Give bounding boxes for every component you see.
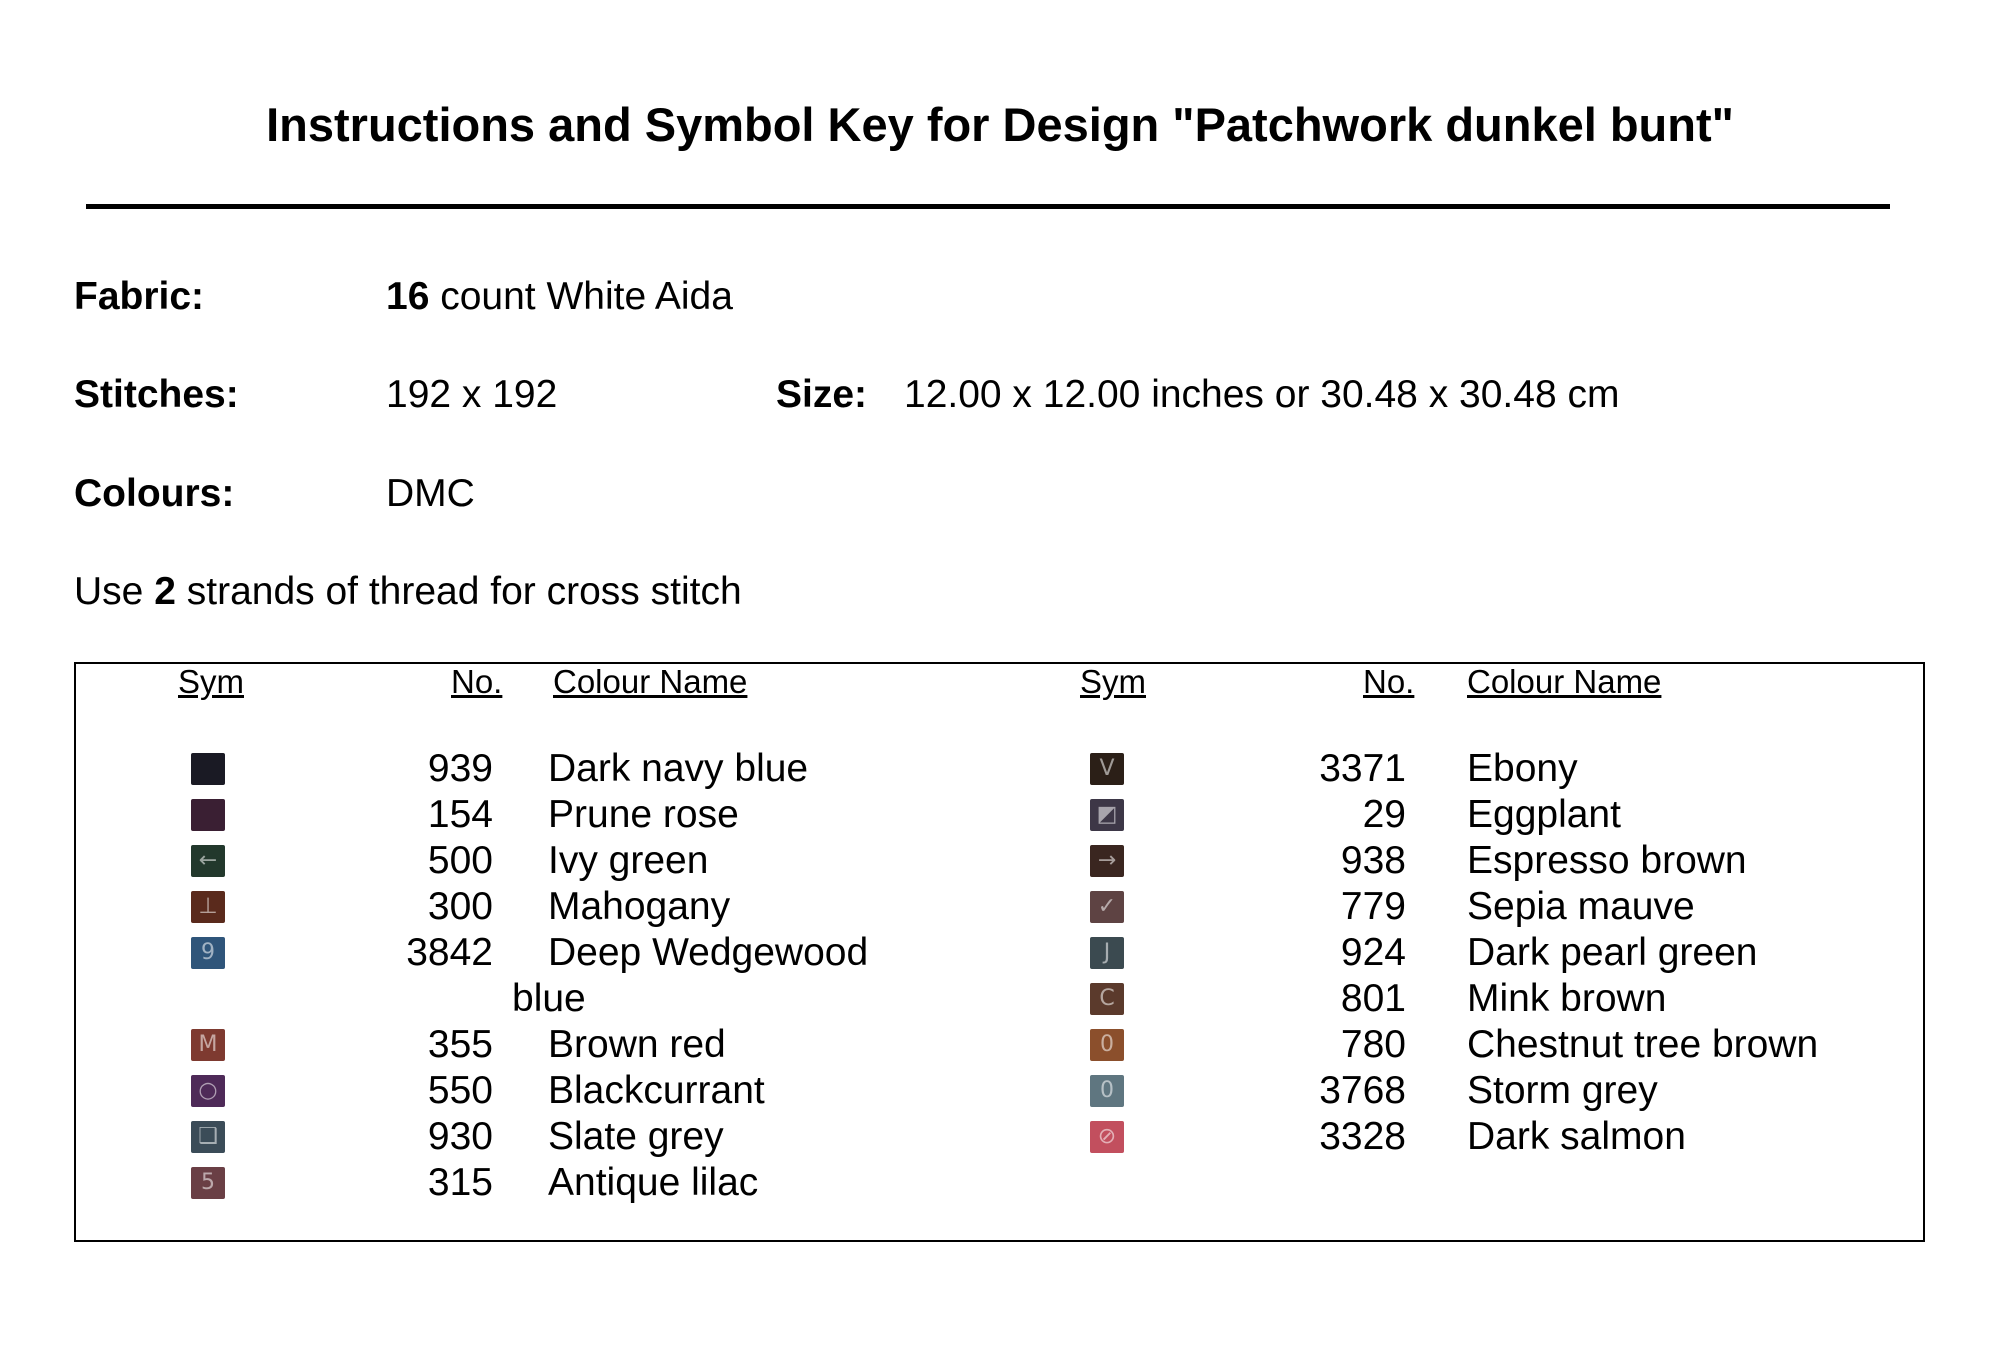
size-value: 12.00 x 12.00 inches or 30.48 x 30.48 cm [904,373,1620,416]
colour-name: Espresso brown [1467,839,1747,882]
colour-name: Mahogany [548,885,731,928]
colour-number: 801 [1340,977,1406,1020]
colour-name: Sepia mauve [1467,885,1695,928]
colour-number: 154 [427,793,493,836]
right-header-sym: Sym [1080,663,1146,700]
colour-swatch-icon: ⊘ [1090,1121,1124,1153]
colour-number: 779 [1340,885,1406,928]
right-header-no: No. [1363,663,1415,700]
colour-swatch-icon: ❑ [191,1121,225,1153]
colour-number: 924 [1340,931,1406,974]
page-title: Instructions and Symbol Key for Design "Patchwork dunkel bunt" [266,98,1734,151]
fabric-count: 16 [386,275,430,318]
left-header-colour-name: Colour Name [553,663,748,700]
strands-prefix: Use [74,570,155,613]
colour-swatch-icon: 5 [191,1167,225,1199]
colour-swatch-icon: C [1090,983,1124,1015]
colour-name: Ivy green [548,839,709,882]
strands-instruction [74,568,742,616]
colour-number: 500 [427,839,493,882]
colour-number: 300 [427,885,493,928]
colour-swatch-icon: M [191,1029,225,1061]
colour-name: Chestnut tree brown [1467,1023,1819,1066]
colour-number: 355 [427,1023,493,1066]
fabric-value [386,273,733,321]
colour-swatch-icon: 0 [1090,1075,1124,1107]
colour-swatch-icon: ◩ [1090,799,1124,831]
strands-suffix: strands of thread for cross stitch [175,570,742,613]
colours-label: Colours: [74,472,235,515]
colour-name: Storm grey [1467,1069,1658,1112]
colour-name: Antique lilac [548,1161,759,1204]
stitches-label: Stitches: [74,373,239,416]
colour-number: 780 [1340,1023,1406,1066]
colour-number: 939 [427,747,493,790]
colour-number: 3371 [1319,747,1406,790]
colours-value: DMC [386,472,475,515]
colour-name: Dark salmon [1467,1115,1686,1158]
colour-swatch-icon: 0 [1090,1029,1124,1061]
colour-name: Dark navy blue [548,747,809,790]
right-header-colour-name: Colour Name [1467,663,1662,700]
colour-name: Prune rose [548,793,739,836]
colour-swatch-icon [191,753,225,785]
colour-name: Brown red [548,1023,726,1066]
colour-swatch-icon: ○ [191,1075,225,1107]
colour-name: Deep Wedgewood [548,931,869,974]
colour-swatch-icon: ⊥ [191,891,225,923]
colour-number: 315 [427,1161,493,1204]
colour-name: Eggplant [1467,793,1621,836]
left-header-no: No. [451,663,503,700]
colour-swatch-icon: J [1090,937,1124,969]
colour-name: Dark pearl green [1467,931,1758,974]
colour-swatch-icon: V [1090,753,1124,785]
colour-name: Blackcurrant [548,1069,765,1112]
colour-number: 3768 [1319,1069,1406,1112]
stitches-value: 192 x 192 [386,373,558,416]
colour-name: Ebony [1467,747,1578,790]
colour-number: 3842 [406,931,493,974]
colour-number: 938 [1340,839,1406,882]
colour-swatch-icon: → [1090,845,1124,877]
strands-count: 2 [154,570,176,613]
colour-swatch-icon [191,799,225,831]
colour-name-continued: blue [512,977,586,1020]
title-divider [86,204,1890,209]
colour-swatch-icon: 9 [191,937,225,969]
colour-number: 3328 [1319,1115,1406,1158]
colour-number: 930 [427,1115,493,1158]
colour-number: 550 [427,1069,493,1112]
fabric-label: Fabric: [74,275,205,318]
colour-swatch-icon: ✓ [1090,891,1124,923]
size-label: Size: [776,373,868,416]
colour-name: Mink brown [1467,977,1667,1020]
colour-number: 29 [1362,793,1406,836]
colour-swatch-icon: ← [191,845,225,877]
fabric-description: count White Aida [429,275,733,318]
left-header-sym: Sym [178,663,244,700]
colour-name: Slate grey [548,1115,724,1158]
